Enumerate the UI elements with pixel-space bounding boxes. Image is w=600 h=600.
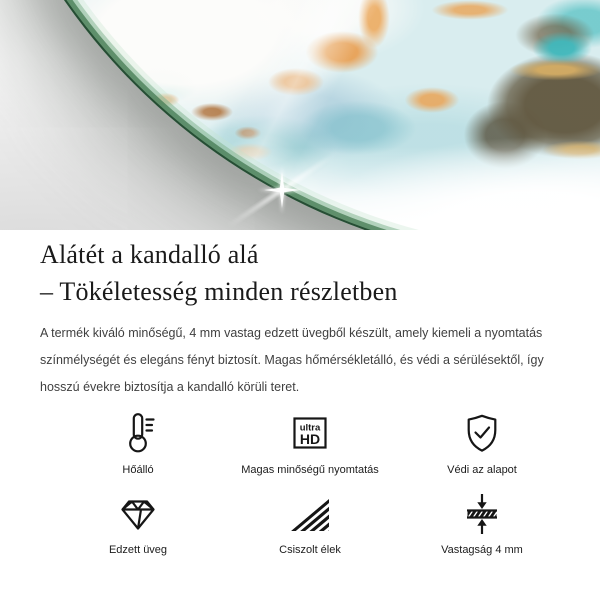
shield-check-icon [460,411,504,455]
sparkle-icon [252,160,312,220]
thermometer-icon [116,411,160,455]
feature-label: Vastagság 4 mm [441,544,523,556]
title-line-1: Alátét a kandalló alá [40,240,259,269]
svg-text:HD: HD [299,431,321,447]
product-description [40,320,580,401]
feature-label: Védi az alapot [447,464,517,476]
feature-heat-resistant [52,411,224,477]
feature-thickness [396,491,568,557]
description-line: A termék kiváló minőségű, 4 mm vastag edzett üvegből készült, amely kiemeli a nyomtatás [40,326,543,340]
description-line: színmélységét és elegáns fényt biztosít. Magas hőmérsékletálló, és védi a sérülésektől, így [40,353,544,367]
product-image [0,0,600,230]
diamond-icon [116,491,160,535]
feature-label: Hőálló [122,464,154,476]
polished-edges-icon [288,491,332,535]
feature-label: Edzett üveg [108,544,168,556]
description-line: hosszú évekre biztosítja a kandalló körüli teret. [40,380,300,394]
feature-tempered-glass [52,491,224,557]
feature-label: Csiszolt élek [279,544,341,556]
title-line-2: – Tökéletesség minden részletben [40,277,398,306]
svg-text:ultra: ultra [299,422,321,434]
feature-polished-edges [224,491,396,557]
thickness-icon [460,491,504,535]
page-title [40,236,580,310]
product-info-section [0,236,600,557]
feature-label: Magas minőségű nyomtatás [241,464,379,476]
features-grid [40,411,580,557]
ultra-hd-icon [288,411,332,455]
feature-hd-print [224,411,396,477]
feature-base-protection [396,411,568,477]
